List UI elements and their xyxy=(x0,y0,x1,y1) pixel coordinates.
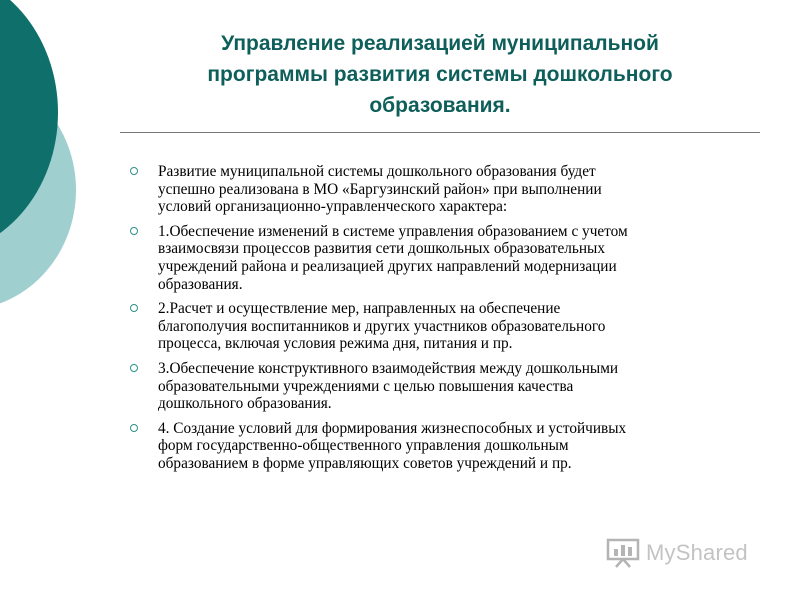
circle-bullet-icon xyxy=(130,364,138,372)
title-divider xyxy=(120,132,760,133)
bullet-line: 2.Расчет и осуществление мер, направленных на обеспечение xyxy=(158,300,561,318)
title-line: Управление реализацией муниципальной xyxy=(221,32,659,55)
bullet-line: форм государственно-общественного управления дошкольным xyxy=(158,437,569,455)
myshared-watermark xyxy=(606,538,748,568)
bullet-line: учреждений района и реализацией других направлений модернизации xyxy=(158,257,617,275)
slide-title xyxy=(120,28,760,121)
bullet-line: образованием в форме управляющих советов учреждений и пр. xyxy=(158,454,572,472)
bullet-line: 3.Обеспечение конструктивного взаимодействия между дошкольными xyxy=(158,359,619,377)
bullet-line: успешно реализована в МО «Баргузинский район» при выполнении xyxy=(158,180,602,198)
circle-bullet-icon xyxy=(130,227,138,235)
bullet-list xyxy=(130,163,770,480)
bullet-line: условий организационно-управленческого характера: xyxy=(158,198,508,216)
bullet-line: дошкольного образования. xyxy=(158,395,332,413)
bullet-line: благополучия воспитанников и других участников образовательного xyxy=(158,317,606,335)
title-line: образования. xyxy=(369,94,511,117)
bullet-line: взаимосвязи процессов развития сети дошкольных образовательных xyxy=(158,240,605,258)
bullet-line: процесса, включая условия режима дня, питания и пр. xyxy=(158,335,513,353)
bullet-line: образования. xyxy=(158,275,243,293)
watermark-text: MyShared xyxy=(646,540,748,565)
circle-bullet-icon xyxy=(130,304,138,312)
title-line: программы развития системы дошкольного xyxy=(207,63,673,86)
bullet-item xyxy=(130,163,770,216)
bullet-line: 4. Создание условий для формирования жизнеспособных и устойчивых xyxy=(158,419,627,437)
bullet-line: образовательными учреждениями с целью повышения качества xyxy=(158,377,574,395)
bullet-item xyxy=(130,223,770,293)
bullet-line: 1.Обеспечение изменений в системе управления образованием с учетом xyxy=(158,222,628,240)
circle-bullet-icon xyxy=(130,167,138,175)
presentation-board-icon xyxy=(606,538,640,568)
circle-bullet-icon xyxy=(130,424,138,432)
bullet-item xyxy=(130,420,770,473)
bullet-item xyxy=(130,360,770,413)
bullet-item xyxy=(130,300,770,353)
bullet-line: Развитие муниципальной системы дошкольного образования будет xyxy=(158,163,596,180)
